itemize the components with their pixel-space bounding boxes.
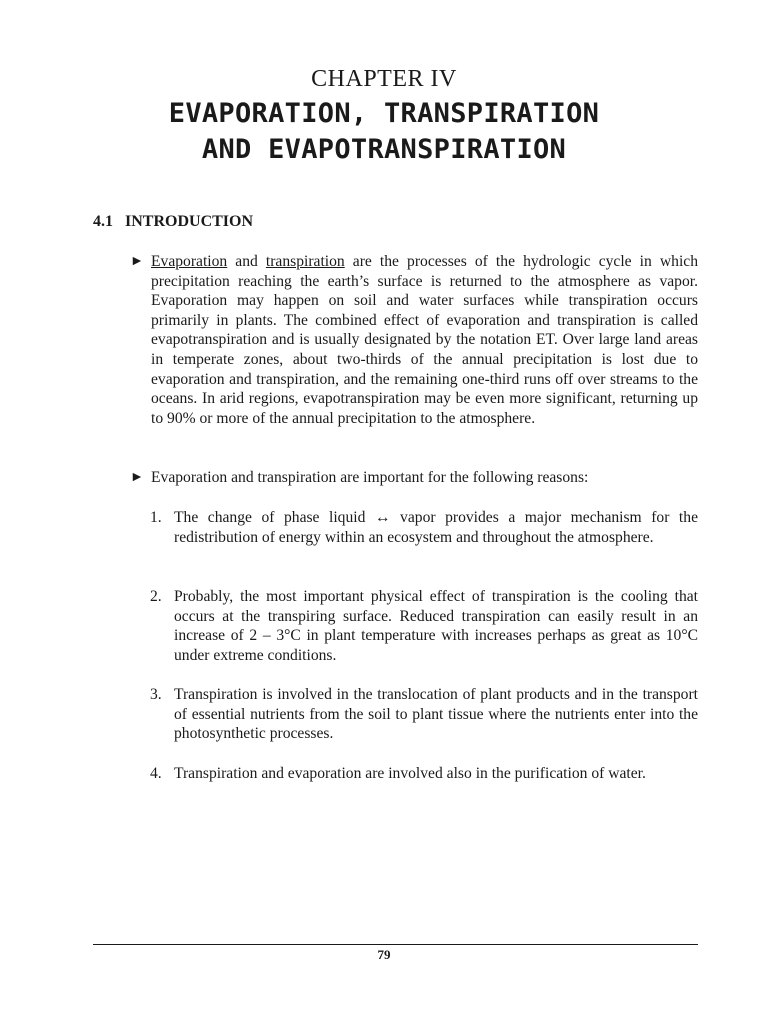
page-number: 79 [377, 947, 391, 962]
section-number: 4.1 [93, 213, 113, 230]
list-item: Transpiration is involved in the translocation of plant products and in the transport of essential nutrients from the soil to plant tissue where the nutrients enter into the photosynthetic processes. [174, 686, 698, 743]
bullet-arrow-icon: ► [130, 470, 144, 485]
list-item-number: 2. [150, 588, 162, 605]
reasons-intro: Evaporation and transpiration are important for the following reasons: [151, 469, 589, 486]
section-heading [93, 213, 253, 231]
intro-paragraph [151, 252, 698, 428]
list-item: Transpiration and evaporation are involved also in the purification of water. [174, 765, 646, 782]
list-item: Probably, the most important physical effect of transpiration is the cooling that occurs at the transpiring surface. Reduced transpiration can easily result in an increase of 2 – 3°C in plant temperature with increases perhaps as great as 10°C under extreme conditions. [174, 588, 698, 664]
list-item-number: 1. [150, 509, 162, 526]
intro-paragraph-text: are the processes of the hydrologic cycle in which precipitation reaching the earth’s surface is returned to the atmosphere as vapor. Evaporation may happen on soil and water surfaces while transpiration occurs primarily in plants. The combined effect of evaporation and transpiration is called evapotranspiration and is usually designated by the notation ET. Over large land areas in temperate zones, about two-thirds of the annual precipitation is lost due to evaporation and transpiration, and the remaining one-third runs off over streams to the oceans. In arid regions, evapotranspiration may be even more significant, returning up to 90% or more of the annual precipitation to the atmosphere. [151, 253, 698, 427]
footer-divider [93, 944, 698, 945]
conjunction: and [227, 253, 266, 270]
bullet-arrow-icon: ► [130, 254, 144, 269]
list-item: The change of phase liquid ↔ vapor provides a major mechanism for the redistribution of energy within an ecosystem and throughout the atmosphere. [174, 509, 698, 546]
term-transpiration: transpiration [265, 253, 345, 270]
chapter-label: CHAPTER IV [311, 66, 457, 92]
term-evaporation: Evaporation [151, 253, 228, 270]
chapter-title [0, 96, 768, 168]
list-item-number: 4. [150, 765, 162, 782]
list-item-number: 3. [150, 686, 162, 703]
section-title: INTRODUCTION [125, 213, 254, 230]
chapter-title-line-1: EVAPORATION, TRANSPIRATION [168, 98, 600, 129]
chapter-title-line-2: AND EVAPOTRANSPIRATION [201, 134, 567, 165]
